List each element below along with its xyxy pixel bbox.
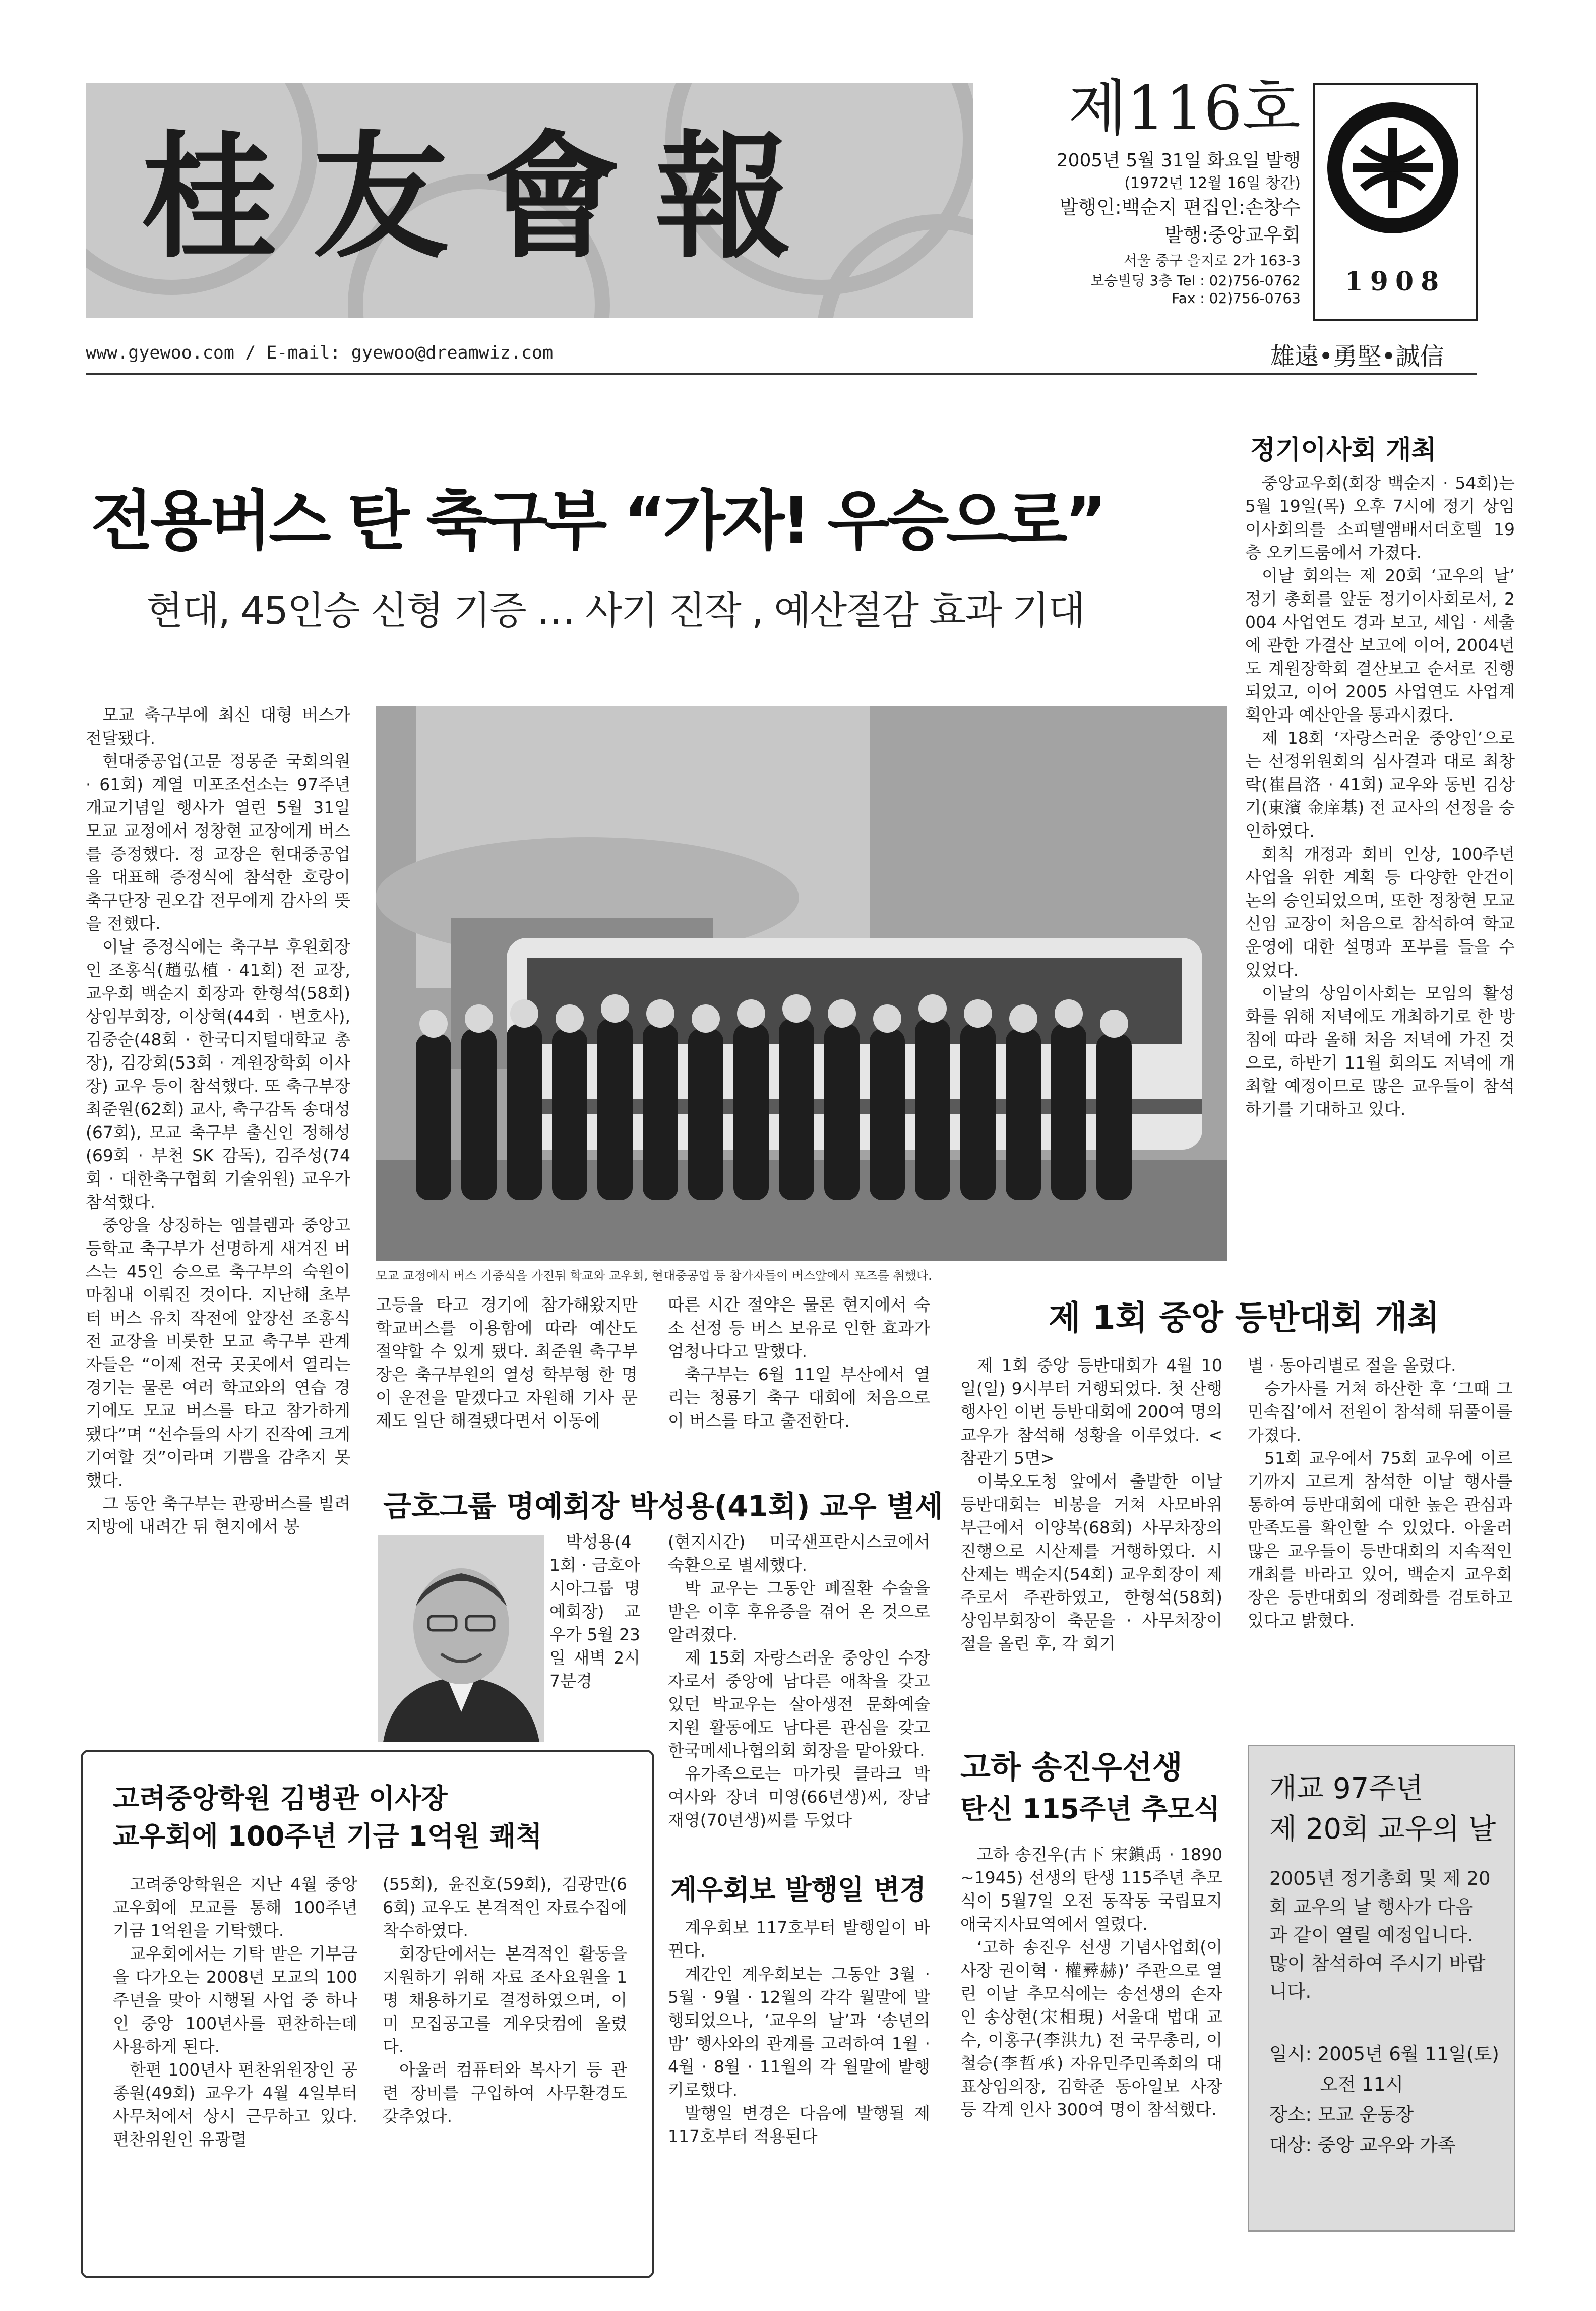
bus-ceremony-photo [376,706,1227,1261]
paragraph: 발행일 변경은 다음에 발행될 제 117호부터 적용된다 [668,2103,930,2146]
paragraph: 박성용(41회 · 금호아시아그룹 명예회장) 교우가 5월 23일 새벽 2시7분경 [549,1532,640,1691]
masthead-banner [86,83,973,318]
paragraph: 회칙 개정과 회비 인상, 100주년 사업을 위한 계획 등 다양한 안건이 논의 승인되었으며, 또한 정창현 모교 신임 교장이 처음으로 참석하여 학교 운영에 대한 설명과 포부를 들을 수 있었다. [1245,844,1515,980]
memorial-title-2: 탄신 115주년 추모식 [960,1793,1220,1825]
paragraph: 교우회에서는 기탁 받은 기부금을 다가오는 2008년 모교의 100주년을 맞아 시행될 사업 중 하나인 중앙 100년사를 편찬하는데 사용하게 된다. [113,1944,357,2056]
memorial-title-1: 고하 송진우선생 [960,1749,1183,1786]
fax-number: Fax : 02)756-0763 [1172,290,1301,307]
newspaper-title: 桂友會報 [141,116,827,277]
photo-scene-icon [376,706,1227,1261]
issue-number: 제116호 [1068,74,1301,144]
newsletter-change-body [668,1916,930,2269]
notice-time: 오전 11시 [1320,2073,1404,2095]
bus-article-col3 [668,1293,930,1475]
paragraph: 축구부는 6월 11일 부산에서 열리는 청룡기 축구 대회에 처음으로 이 버스를 타고 출전한다. [668,1365,930,1431]
paragraph: 별 · 동아리별로 절을 올렸다. [1248,1355,1456,1375]
paragraph: 제 15회 자랑스러운 중앙인 수장자로서 중앙에 남다른 애착을 갖고 있던 박교우는 살아생전 문화예술 지원 활동에도 남다른 관심을 갖고 한국메세나협의회 회장을 맡아왔다. [668,1648,930,1760]
paragraph: 제 18회 ‘자랑스러운 중앙인’으로는 선정위원회의 심사결과 대로 최창락(崔昌洛 · 41회) 교우와 동빈 김상기(東濱 金庠基) 전 교사의 선정을 승인하였다. [1245,728,1515,841]
paragraph: 그 동안 축구부는 관광버스를 빌려 지방에 내려간 뒤 현지에서 봉 [86,1494,350,1536]
top-divider [86,373,1477,375]
address: 서울 중구 을지로 2가 163-3 [1123,252,1301,269]
paragraph: 고등을 타고 경기에 참가해왔지만 학교버스를 이용함에 따라 예산도 절약할 수 있게 됐다. 최준원 축구부장은 축구부원의 열성 학부형 한 명이 운전을 맡겠다고 자원해 기사 문제도 일단 해결됐다면서 이동에 [376,1295,638,1431]
bus-article-col2 [376,1293,638,1475]
paragraph: 이북오도청 앞에서 출발한 이날 등반대회는 비봉을 거쳐 사모바위 부근에서 이양복(68회) 사무차장의 진행으로 시산제를 거행하였다. 시산제는 백순지(54회) 교우회장이 제주로서 주관하였고, 한형석(58회) 상임부회장이 축문을 · 사무처장이 절을 올린 후, 각 회기 [960,1471,1222,1653]
paragraph: 현대중공업(고문 정몽준 국회의원 · 61회) 계열 미포조선소는 97주년 개교기념일 행사가 열린 5월 31일 모교 교정에서 정창현 교장에게 버스를 증정했다. 정 교장은 현대중공업을 대표해 증정식에 참석한 호랑이 축구단장 권오갑 전무에게 감사의 뜻을 전했다. [86,751,350,933]
main-headline: 전용버스 탄 축구부 “가자! 우승으로” [91,484,1104,559]
paragraph: 모교 축구부에 최신 대형 버스가 전달됐다. [86,705,350,748]
issue-info [988,76,1301,323]
alumni-day-notice [1248,1745,1515,2232]
paragraph: ‘고하 송진우 선생 기념사업회(이사장 권이혁 · 權彛赫)’ 주관으로 열린 이날 추모식에는 송선생의 손자인 송상현(宋相現) 서울대 법대 교수, 이홍구(李洪九) 전 국무총리, 이철승(李哲承) 자유민주민족회의 대표상임의장, 김학준 동아일보 사장 등 각계 인사 300여 명이 참석했다. [960,1937,1222,2119]
portrait-photo [378,1535,544,1742]
newsletter-change-title: 계우회보 발행일 변경 [670,1874,927,1906]
staff-info: 발행인:백순지 편집인:손창수 [1059,196,1301,218]
publisher-info: 발행:중앙교우회 [1164,224,1301,246]
notice-body: 2005년 정기총회 및 제 20회 교우의 날 행사가 다음과 같이 열릴 예정입니다. 많이 참석하여 주시기 바랍니다. [1269,1868,1491,2002]
hiking-col1 [960,1354,1222,1727]
person-portrait-icon [378,1535,544,1742]
founded-date: (1972년 12월 16일 창간) [1124,174,1301,192]
publish-date: 2005년 5월 31일 화요일 발행 [1056,150,1301,171]
contact-line[interactable]: www.gyewoo.com / E-mail: gyewoo@dreamwiz.com [86,343,554,363]
notice-title-1: 개교 97주년 [1269,1772,1424,1805]
paragraph: (현지시간) 미국샌프란시스코에서 숙환으로 별세했다. [668,1532,930,1575]
obituary-title: 금호그룹 명예회장 박성용(41회) 교우 별세 [383,1489,943,1523]
school-seal [1313,83,1478,321]
paragraph: 고하 송진우(古下 宋鎭禹 · 1890~1945) 선생의 탄생 115주년 추모식이 5월7일 오전 동작동 국립묘지 애국지사묘역에서 열렸다. [960,1845,1222,1934]
photo-caption: 모교 교정에서 버스 기증식을 가진뒤 학교와 교우회, 현대중공업 등 참가자들이 버스앞에서 포즈를 취했다. [376,1269,932,1283]
board-meeting-title: 정기이사회 개최 [1250,435,1437,465]
kim-donation-col1 [113,1873,357,2261]
paragraph: 계우회보 117호부터 발행일이 바뀐다. [668,1918,930,1961]
paragraph: 아울러 컴퓨터와 복사기 등 관련 장비를 구입하여 사무환경도 갖추었다. [383,2060,627,2126]
bus-article-col1 [86,703,350,1714]
notice-target: 대상: 중앙 교우와 가족 [1269,2134,1456,2156]
notice-title-2: 제 20회 교우의 날 [1269,1813,1496,1846]
kim-donation-title-1: 고려중앙학원 김병관 이사장 [113,1783,448,1814]
kim-donation-box [81,1750,654,2278]
paragraph: 따른 시간 절약은 물론 현지에서 숙소 선정 등 버스 보유로 인한 효과가 엄청나다고 말했다. [668,1295,930,1361]
paragraph: 제 1회 중앙 등반대회가 4월 10일(일) 9시부터 거행되었다. 첫 산행 행사인 이번 등반대회에 200여 명의 교우가 참석해 성황을 이루었다. <참관기 5면> [960,1355,1222,1468]
paragraph: 51회 교우에서 75회 교우에 이르기까지 고르게 참석한 이날 행사를 통하여 등반대회에 대한 높은 관심과 만족도를 확인할 수 있었다. 아울러 많은 교우들이 등반대회의 지속적인 개최를 바라고 있어, 백순지 교우회장은 등반대회의 정례화를 검토하고 있다고 밝혔다. [1248,1448,1512,1630]
paragraph: 이날 증정식에는 축구부 후원회장인 조홍식(趙弘植 · 41회) 전 교장, 교우회 백순지 회장과 한형석(58회)상임부회장, 이상혁(44회 · 변호사), 김중순(48회 · 한국디지털대학교 총장), 김강회(53회 · 계원장학회 이사장) 교우 등이 참석했다. 또 축구부장 최준원(62회) 교사, 축구감독 송대성(67회), 모교 축구부 출신인 정해성(69회 · 부천 SK 감독), 김주성(74회 · 대한축구협회 기술위원) 교우가 참석했다. [86,937,350,1212]
hiking-col2 [1248,1354,1512,1727]
seal-emblem-icon [1327,102,1458,233]
paragraph: 승가사를 거쳐 하산한 후 ‘그때 그민속집’에서 전원이 참석해 뒤풀이를 가졌다. [1248,1379,1512,1445]
seal-year: 1908 [1344,266,1446,297]
paragraph: (55회), 윤진호(59회), 김광만(66회) 교우도 본격적인 자료수집에 착수하였다. [383,1874,627,1940]
paragraph: 회장단에서는 본격적인 활동을 지원하기 위해 자료 조사요원을 1명 채용하기로 결정하였으며, 이미 모집공고를 게우닷컴에 올렸다. [383,1944,627,2056]
hiking-title: 제 1회 중앙 등반대회 개최 [1049,1298,1440,1337]
paragraph: 이날의 상임이사회는 모임의 활성화를 위해 저녁에도 개최하기로 한 방침에 따라 올해 처음 저녁에 가진 것으로, 하반기 11월 회의도 저녁에 개최할 예정이므로 많은 교우들이 참석하기를 기대하고 있다. [1245,983,1515,1119]
paragraph: 중앙교우회(회장 백순지 · 54회)는 5월 19일(목) 오후 7시에 정기 상임이사회의를 소피텔앰배서더호텔 19층 오키드룸에서 가졌다. [1245,473,1515,562]
notice-date: 일시: 2005년 6월 11일(토) [1269,2043,1499,2065]
kim-donation-col2 [383,1873,627,2261]
obituary-col1 [549,1530,640,1742]
address-phone: 보승빌딩 3층 Tel : 02)756-0762 [1090,272,1301,289]
paragraph: 유가족으로는 마가릿 클라크 박 여사와 장녀 미영(66년생)씨, 장남 재영(70년생)씨를 두었다 [668,1764,930,1830]
memorial-body [960,1843,1222,2282]
paragraph: 한편 100년사 편찬위원장인 공종원(49회) 교우가 4월 4일부터 사무처에서 상시 근무하고 있다. 편찬위원인 유광렬 [113,2060,357,2149]
paragraph: 박 교우는 그동안 폐질환 수술을 받은 이후 후유증을 겪어 온 것으로 알려졌다. [668,1578,930,1644]
notice-place: 장소: 모교 운동장 [1269,2104,1414,2125]
paragraph: 계간인 계우회보는 그동안 3월 · 5월 · 9월 · 12월의 각각 월말에 발행되었으나, ‘교우의 날’과 ‘송년의 밤’ 행사와의 관계를 고려하여 1월 · 4월 · 8월 · 11월의 각 월말에 발행키로했다. [668,1964,930,2100]
seal-symbol-icon [1342,117,1443,218]
paragraph: 이날 회의는 제 20회 ‘교우의 날’ 정기 총회를 앞둔 정기이사회로서, 2004 사업연도 경과 보고, 세입 · 세출에 관한 가결산 보고에 이어, 2004년도 계원장학회 결산보고 순서로 진행되었고, 이어 2005 사업연도 사업계획안과 예산안을 통과시켰다. [1245,566,1515,725]
main-subheadline: 현대, 45인승 신형 기증 … 사기 진작 , 예산절감 효과 기대 [146,588,1084,633]
school-motto: 雄遠•勇堅•誠信 [1270,342,1444,371]
kim-donation-title-2: 교우회에 100주년 기금 1억원 쾌척 [113,1820,542,1852]
paragraph: 중앙을 상징하는 엠블렘과 중앙고등학교 축구부가 선명하게 새겨진 버스는 45인 승으로 축구부의 숙원이 마침내 이뤄진 것이다. 지난해 초부터 버스 유치 작전에 앞장선 조홍식 전 교장을 비롯한 모교 축구부 관계자들은 “이제 전국 곳곳에서 열리는 경기는 물론 여러 학교와의 연습 경기에도 모교 버스를 타고 참가하게 됐다”며 “선수들의 사기 진작에 크게 기여할 것”이라며 기쁨을 감추지 못했다. [86,1215,350,1490]
paragraph: 고려중앙학원은 지난 4월 중앙교우회에 모교를 통해 100주년 기금 1억원을 기탁했다. [113,1874,357,1940]
